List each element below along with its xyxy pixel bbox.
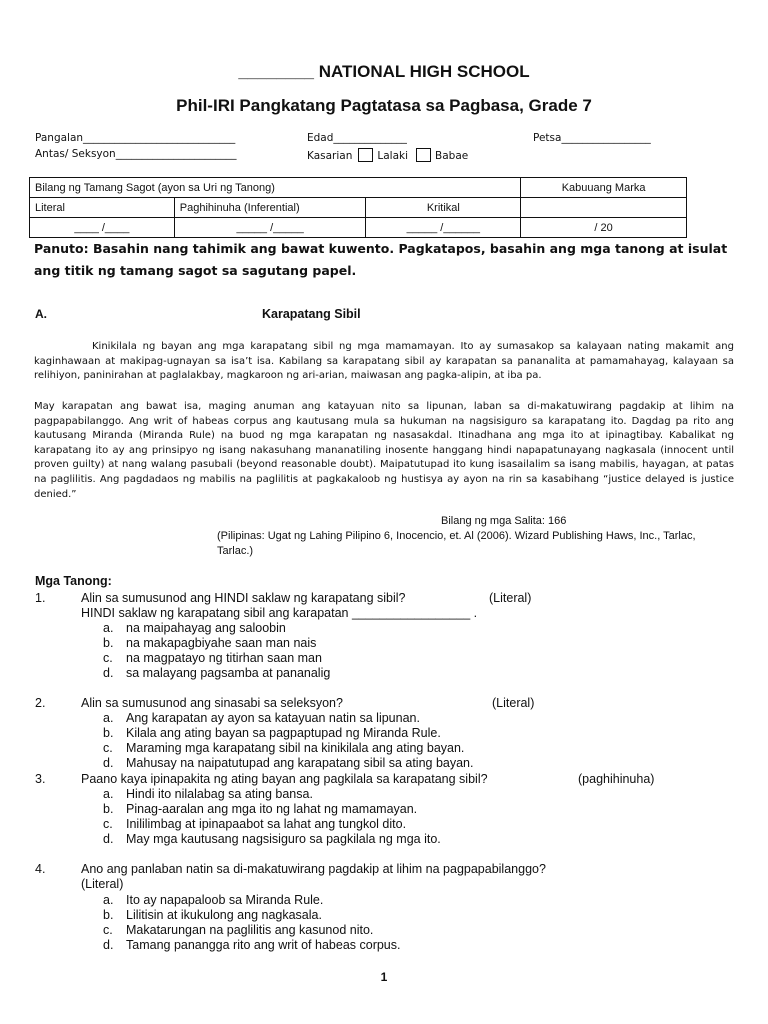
option-text: May mga kautusang nagsisiguro sa pagkilala ng mga ito. — [126, 832, 441, 846]
option-text: Ang karapatan ay ayon sa katayuan natin sa lipunan. — [126, 711, 420, 725]
question-text: Alin sa sumusunod ang HINDI saklaw ng karapatang sibil? — [81, 591, 406, 605]
inferential-header: Paghihinuha (Inferential) — [174, 198, 366, 218]
word-count: Bilang ng mga Salita: 166 — [441, 515, 567, 527]
option-text: Inililimbag at ipinapaabot sa lahat ang tungkol dito. — [126, 817, 407, 831]
question-number: 3. — [35, 772, 46, 786]
page-number: 1 — [380, 970, 388, 984]
option-letter: c. — [103, 651, 113, 665]
option-letter: d. — [103, 756, 114, 770]
empty-cell — [521, 198, 687, 218]
option-text: na makapagbiyahe saan man nais — [126, 636, 317, 650]
source-citation: (Pilipinas: Ugat ng Lahing Pilipino 6, Inocencio, et. Al (2006). Wizard Publishing Haws, Inc., Tarlac, Tarlac.) — [217, 530, 696, 557]
sex-label: Kasarian — [307, 150, 353, 162]
female-checkbox[interactable] — [416, 148, 431, 162]
option-text: Kilala ang ating bayan sa pagpaptupad ng Miranda Rule. — [126, 726, 441, 740]
option-text: Mahusay na naipatutupad ang karapatang sibil sa ating bayan. — [126, 756, 474, 770]
questions-heading: Mga Tanong: — [35, 574, 112, 588]
option-letter: c. — [103, 923, 113, 937]
option-letter: d. — [103, 666, 114, 680]
option-text: sa malayang pagsamba at pananalig — [126, 666, 331, 680]
option-text: Ito ay napapaloob sa Miranda Rule. — [126, 893, 324, 907]
question-number: 4. — [35, 862, 46, 876]
literal-header: Literal — [30, 198, 175, 218]
total-score-blank: / 20 — [521, 218, 687, 238]
option-text: Lilitisin at ikukulong ang nagkasala. — [126, 908, 322, 922]
section-title: Karapatang Sibil — [262, 307, 361, 321]
critical-header: Kritikal — [366, 198, 521, 218]
school-title: ________ NATIONAL HIGH SCHOOL — [238, 62, 530, 81]
age-field: Edad______________ — [307, 132, 407, 144]
option-letter: d. — [103, 938, 114, 952]
section-field: Antas/ Seksyon_______________________ — [35, 148, 237, 160]
option-letter: b. — [103, 636, 114, 650]
total-score-header: Kabuuang Marka — [521, 178, 687, 198]
male-checkbox[interactable] — [358, 148, 373, 162]
option-text: na maipahayag ang saloobin — [126, 621, 286, 635]
instructions: Panuto: Basahin nang tahimik ang bawat kuwento. Pagkatapos, basahin ang mga tanong at isulat ang titik ng tamang sagot sa sagutang papel. — [34, 241, 728, 278]
option-text: Tamang panangga rito ang writ of habeas corpus. — [126, 938, 401, 952]
critical-score-blank: _____ /______ — [366, 218, 521, 238]
option-letter: b. — [103, 726, 114, 740]
option-letter: c. — [103, 817, 113, 831]
option-text: Makatarungan na paglilitis ang kasunod nito. — [126, 923, 374, 937]
question-text: Paano kaya ipinapakita ng ating bayan ang pagkilala sa karapatang sibil? — [81, 772, 488, 786]
inferential-score-blank: _____ /_____ — [174, 218, 366, 238]
question-type: (Literal) — [492, 696, 535, 710]
question-text: Alin sa sumusunod ang sinasabi sa seleksyon? — [81, 696, 343, 710]
question-type: (Literal) — [81, 877, 124, 891]
section-letter: A. — [35, 307, 47, 321]
story-paragraph-1: Kinikilala ng bayan ang mga karapatang sibil ng mga mamamayan. Ito ay sumasakop sa kalayaan nating makamit ang kaginhawaan at makipag-ugnayan sa isa’t isa. Kabilang sa karapatang sibil ay karapatan sa pananalita at pamamahayag, kalayaan sa relihiyon, paninirahan at paglalakbay, magkaroon ng ari-arian, maiwasan ang pagka-alipin, at iba pa. — [34, 341, 734, 382]
question-number: 1. — [35, 591, 46, 605]
question-text: Ano ang panlaban natin sa di-makatuwirang pagdakip at lihim na pagpapabilanggo? — [81, 862, 546, 876]
question-prompt-line: HINDI saklaw ng karapatang sibil ang karapatan _________________ . — [81, 606, 478, 620]
option-text: Maraming mga karapatang sibil na kinikilala ang ating bayan. — [126, 741, 465, 755]
option-text: Hindi ito nilalabag sa ating bansa. — [126, 787, 313, 801]
correct-answers-header: Bilang ng Tamang Sagot (ayon sa Uri ng Tanong) — [30, 178, 521, 198]
option-letter: a. — [103, 893, 114, 907]
option-letter: c. — [103, 741, 113, 755]
option-letter: a. — [103, 711, 114, 725]
option-letter: b. — [103, 908, 114, 922]
option-text: Pinag-aaralan ang mga ito ng lahat ng mamamayan. — [126, 802, 418, 816]
question-type: (Literal) — [489, 591, 532, 605]
date-field: Petsa_________________ — [533, 132, 651, 144]
option-text: na magpatayo ng titirhan saan man — [126, 651, 322, 665]
option-letter: b. — [103, 802, 114, 816]
score-table — [29, 177, 687, 238]
female-label: Babae — [435, 150, 469, 162]
story-paragraph-2: May karapatan ang bawat isa, maging anuman ang katayuan nito sa lipunan, laban sa di-makatuwirang pagdakip at lihim na pagpapabilanggo. Ang writ of habeas corpus ang kautusang mula sa hukuman na nagsisiguro sa karapatang ito. Dagdag pa rito ang kautusang Miranda (Miranda Rule) na buod ng mga karapatan ng nasasakdal. Itinadhana ang mga ito at ipinagtibay. Kabalikat ng karapatang ito ay ang prinsipyo ng isang nakasuhang mananatiling inosente hanggang hindi napapatunayang nagkasala (innocent until proven guilty) at nang walang pasubali (beyond reasonable doubt). Maipatutupad ito kung isasailalim sa isang mabilis, hayagan, at patas na paglilitis. Ang pagdadaos ng mabilis na paglilitis at pagkakaloob ng hustisya ay ayon na rin sa kasabihang “justice delayed is justice denied.” — [34, 401, 734, 500]
option-letter: a. — [103, 787, 114, 801]
literal-score-blank: ____ /____ — [30, 218, 175, 238]
question-type: (paghihinuha) — [578, 772, 655, 786]
option-letter: d. — [103, 832, 114, 846]
male-label: Lalaki — [377, 150, 409, 162]
option-letter: a. — [103, 621, 114, 635]
sex-field — [307, 148, 468, 162]
question-number: 2. — [35, 696, 46, 710]
name-field: Pangalan_____________________________ — [35, 132, 236, 144]
document-subtitle: Phil-IRI Pangkatang Pagtatasa sa Pagbasa, Grade 7 — [176, 96, 592, 115]
